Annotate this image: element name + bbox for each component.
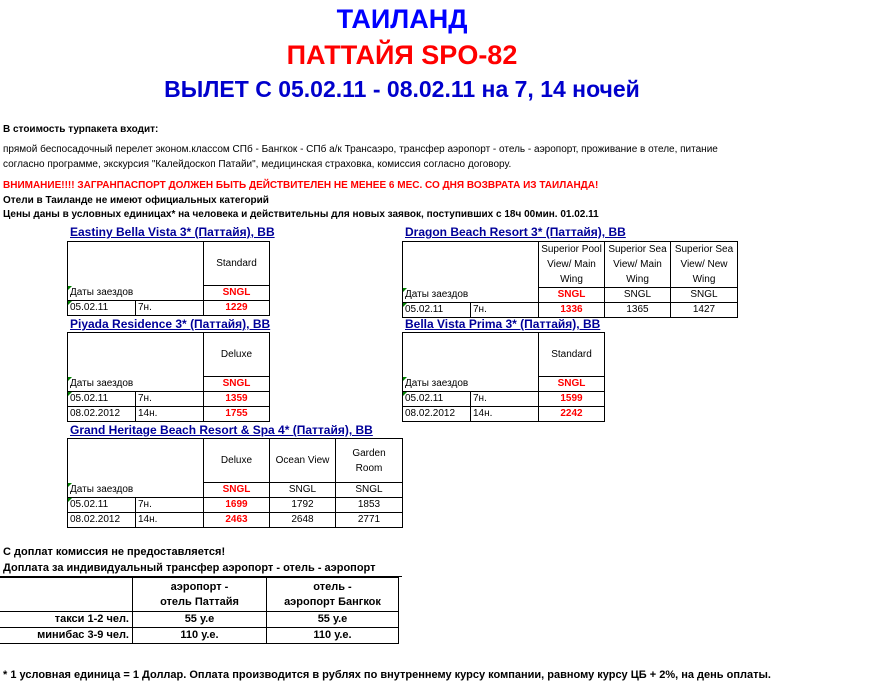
price-table-eastiny: [67, 241, 270, 316]
hotel-link-bella-vista-prima[interactable]: Bella Vista Prima 3* (Паттайя), BB: [405, 317, 601, 331]
passport-warning: ВНИМАНИЕ!!!! ЗАГРАНПАСПОРТ ДОЛЖЕН БЫТЬ ДЕЙСТВИТЕЛЕН НЕ МЕНЕЕ 6 МЕС. СО ДНЯ ВОЗВРАТА ИЗ ТАИЛАНДА!: [3, 180, 599, 191]
room-header: Superior Pool View/ Main Wing: [539, 242, 605, 288]
table-row: 05.02.11 7н.: [68, 392, 204, 407]
hotel-link-piyada[interactable]: Piyada Residence 3* (Паттайя), BB: [70, 317, 271, 331]
departure-dates-title: ВЫЛЕТ С 05.02.11 - 08.02.11 на 7, 14 ночей: [164, 76, 640, 102]
price-cell: 1336: [539, 303, 605, 318]
table-row: 08.02.2012 14н.: [403, 407, 539, 422]
price-cell: 2463: [204, 513, 270, 528]
sngl-label: SNGL: [539, 288, 605, 303]
sngl-label: SNGL: [270, 483, 336, 498]
prices-note: Цены даны в условных единицах* на человека и действительны для новых заявок, поступивших с 18ч 00мин. 01.02.11: [3, 209, 599, 220]
price-cell: 2648: [270, 513, 336, 528]
sngl-label: SNGL: [605, 288, 671, 303]
hotel-link-grand-heritage[interactable]: Grand Heritage Beach Resort & Spa 4* (Паттайя), BB: [70, 423, 373, 437]
table-row: 05.02.11 7н.: [403, 392, 539, 407]
table-row: 05.02.11 7н.: [68, 301, 204, 316]
included-line-2: согласно программе, экскурсия "Калейдоскоп Патайи", медицинская страховка, комиссия согласно договору.: [3, 159, 512, 170]
room-header: Garden Room: [336, 439, 403, 483]
hotel-link-eastiny[interactable]: Eastiny Bella Vista 3* (Паттайя), BB: [70, 225, 275, 239]
hotel-link-dragon[interactable]: Dragon Beach Resort 3* (Паттайя), BB: [405, 225, 626, 239]
transfer-price: 110 у.е.: [133, 628, 267, 644]
transfer-row-label: такси 1-2 чел.: [0, 612, 133, 628]
sngl-label: SNGL: [204, 286, 270, 301]
transfer-price: 55 у.е: [133, 612, 267, 628]
price-table-bella-vista-prima: [402, 332, 605, 422]
transfer-table: [0, 577, 399, 644]
transfer-row-label: минибас 3-9 чел.: [0, 628, 133, 644]
sngl-label: SNGL: [671, 288, 738, 303]
table-row: 05.02.11 7н.: [403, 303, 539, 318]
included-line-1: прямой беспосадочный перелет эконом.классом СПб - Бангкок - СПб а/к Трансаэро, трансфер аэропорт - отель - аэропорт, проживание в отеле, питание: [3, 144, 718, 155]
page-title: ТАИЛАНД: [336, 4, 468, 34]
table-row: 05.02.11 7н.: [68, 498, 204, 513]
price-table-piyada: [67, 332, 270, 422]
sngl-label: SNGL: [336, 483, 403, 498]
sngl-label: SNGL: [204, 377, 270, 392]
dates-label: Даты заездов: [403, 288, 539, 303]
price-cell: 1792: [270, 498, 336, 513]
transfer-header-airport-hotel: аэропорт - отель Паттайя: [133, 578, 267, 612]
price-table-dragon: [402, 241, 738, 318]
price-cell: 1427: [671, 303, 738, 318]
sngl-label: SNGL: [204, 483, 270, 498]
transfer-price: 55 у.е: [267, 612, 399, 628]
page-subtitle-spo: ПАТТАЙЯ SPO-82: [286, 40, 518, 70]
included-label: В стоимость турпакета входит:: [3, 124, 159, 135]
room-header: Deluxe: [204, 439, 270, 483]
transfer-header-hotel-airport: отель - аэропорт Бангкок: [267, 578, 399, 612]
room-header: Superior Sea View/ New Wing: [671, 242, 738, 288]
room-header: Standard: [204, 242, 270, 286]
currency-footnote: * 1 условная единица = 1 Доллар. Оплата производится в рублях по внутреннему курсу компании, равному курсу ЦБ + 2%, на день оплаты.: [3, 669, 771, 681]
no-commission-note: С доплат комиссия не предоставляется!: [3, 546, 226, 558]
price-cell: 2242: [539, 407, 605, 422]
price-cell: 1359: [204, 392, 270, 407]
price-table-grand-heritage: [67, 438, 403, 528]
price-cell: 1699: [204, 498, 270, 513]
dates-label: Даты заездов: [68, 483, 204, 498]
price-cell: 1853: [336, 498, 403, 513]
room-header: Ocean View: [270, 439, 336, 483]
dates-label: Даты заездов: [68, 286, 204, 301]
price-cell: 2771: [336, 513, 403, 528]
sngl-label: SNGL: [539, 377, 605, 392]
price-cell: 1365: [605, 303, 671, 318]
price-cell: 1755: [204, 407, 270, 422]
transfer-title: Доплата за индивидуальный трансфер аэропорт - отель - аэропорт: [3, 562, 376, 574]
price-cell: 1599: [539, 392, 605, 407]
table-row: 08.02.2012 14н.: [68, 407, 204, 422]
dates-label: Даты заездов: [68, 377, 204, 392]
room-header: Deluxe: [204, 333, 270, 377]
dates-label: Даты заездов: [403, 377, 539, 392]
room-header: Standard: [539, 333, 605, 377]
price-cell: 1229: [204, 301, 270, 316]
table-row: 08.02.2012 14н.: [68, 513, 204, 528]
room-header: Superior Sea View/ Main Wing: [605, 242, 671, 288]
transfer-price: 110 у.е.: [267, 628, 399, 644]
categories-note: Отели в Таиланде не имеют официальных категорий: [3, 195, 269, 206]
